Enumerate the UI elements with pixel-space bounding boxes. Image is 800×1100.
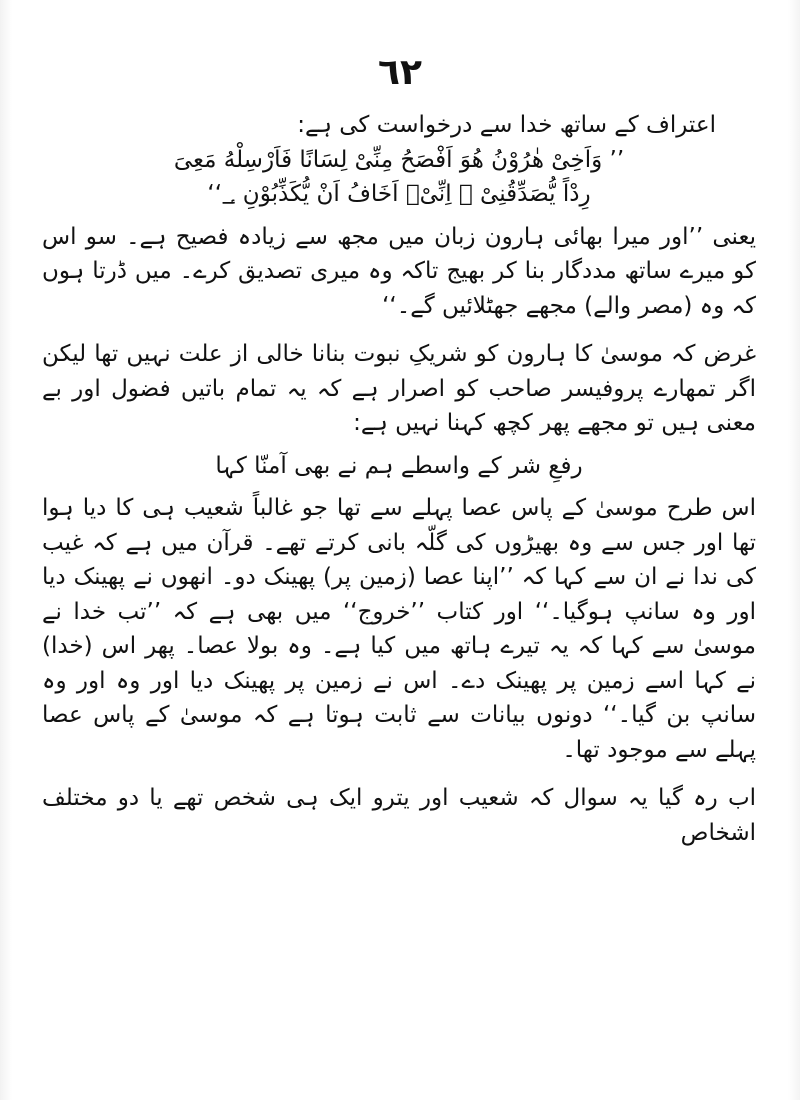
scan-edge-right xyxy=(788,0,800,1100)
couplet: رفعِ شر کے واسطے ہم نے بھی آمنّا کہا xyxy=(215,452,583,479)
quran-verse-line-2: رِدْاً یُّصَدِّقُنِیْ ۤ اِنِّیْۤ اَخَافُ اَنْ یُّکَذِّبُوْنِ ؀‘‘ xyxy=(207,181,591,207)
paragraph-asa: اس طرح موسیٰ کے پاس عصا پہلے سے تھا جو غالباً شعیب ہی کا دیا ہوا تھا اور جس سے وہ بھیڑوں کی گلّہ بانی کرتے تھے۔ قرآن میں ہے کہ غیب کی ندا نے ان سے کہا کہ ’’اپنا عصا (زمین پر) پھینک دو۔ انھوں نے پھینک دیا اور وہ سانپ ہوگیا۔‘‘ اور کتاب ’’خروج‘‘ میں بھی ہے کہ ’’تب خدا نے موسیٰ سے کہا کہ یہ تیرے ہاتھ میں کیا ہے۔ وہ بولا عصا۔ پھر اس (خدا) نے کہا اسے زمین پر پھینک دے۔ اس نے زمین پر پھینک دیا اور وہ اور وہ سانپ بن گیا۔‘‘ دونوں بیانات سے ثابت ہوتا ہے کہ موسیٰ کے پاس عصا پہلے سے موجود تھا۔ xyxy=(42,495,756,763)
scan-edge-left xyxy=(0,0,12,1100)
page-number: ٦٢ xyxy=(378,52,422,93)
intro-line: اعتراف کے ساتھ خدا سے درخواست کی ہے: xyxy=(297,112,716,138)
paragraph-shuaib-question: اب رہ گیا یہ سوال کہ شعیب اور یترو ایک ہی شخص تھے یا دو مختلف اشخاص xyxy=(42,785,756,846)
paragraph-shirk-nabuwat: غرض کہ موسیٰ کا ہارون کو شریکِ نبوت بنانا خالی از علت نہیں تھا لیکن اگر تمھارے پروفیسر صاحب کو اصرار ہے کہ یہ تمام باتیں فضول اور بے معنی ہیں تو مجھے پھر کچھ کہنا نہیں ہے: xyxy=(42,341,756,436)
quran-verse-line-1: ’’ وَاَخِیْ ھٰرُوْنُ ھُوَ اَفْصَحُ مِنِّیْ لِسَانًا فَاَرْسِلْهُ مَعِیَ xyxy=(173,146,625,173)
verse-translation: یعنی ’’اور میرا بھائی ہارون زبان میں مجھ سے زیادہ فصیح ہے۔ سو اس کو میرے ساتھ مددگار بنا کر بھیج تاکہ وہ میری تصدیق کرے۔ میں ڈرتا ہوں کہ وہ (مصر والے) مجھے جھٹلائیں گے۔‘‘ xyxy=(42,223,756,319)
page-body xyxy=(42,108,756,850)
